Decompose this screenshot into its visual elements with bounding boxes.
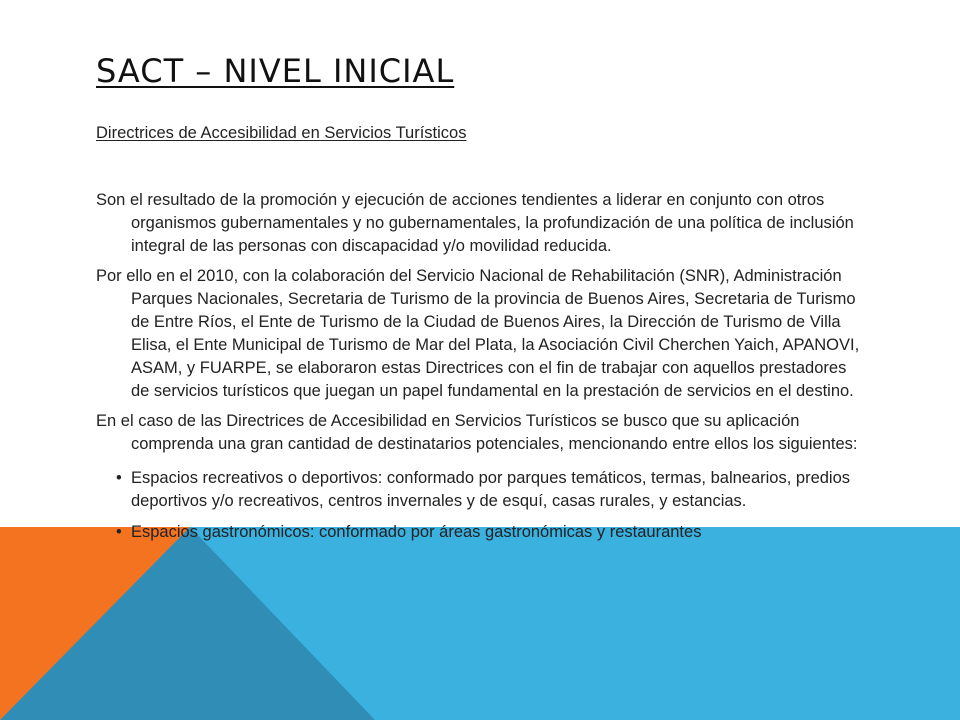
list-item <box>96 521 866 544</box>
bullet-dot-icon: • <box>116 469 122 487</box>
paragraph-intro: Son el resultado de la promoción y ejecución de acciones tendientes a liderar en conjunto con otros organismos gubernamentales y no gubernamentales, la profundización de una política de inclusión integral de las personas con discapacidad y/o movilidad reducida. <box>96 191 854 255</box>
list-item <box>96 467 866 513</box>
bullet-dot-icon: • <box>116 523 122 541</box>
list-item-text: Espacios gastronómicos: conformado por áreas gastronómicas y restaurantes <box>131 523 702 541</box>
slide-title: SACT – NIVEL INICIAL <box>96 52 455 90</box>
bullet-list <box>96 467 866 544</box>
slide-body <box>96 189 866 552</box>
slide-subtitle: Directrices de Accesibilidad en Servicios Turísticos <box>96 124 467 142</box>
paragraph-scope: En el caso de las Directrices de Accesibilidad en Servicios Turísticos se busco que su aplicación comprenda una gran cantidad de destinatarios potenciales, mencionando entre ellos los siguientes: <box>96 412 858 453</box>
paragraph-collaboration: Por ello en el 2010, con la colaboración del Servicio Nacional de Rehabilitación (SNR), Administración Parques Nacionales, Secretaria de Turismo de la provincia de Buenos Aires, Secretaria de Turismo de Entre Ríos, el Ente de Turismo de la Ciudad de Buenos Aires, la Dirección de Turismo de Villa Elisa, el Ente Municipal de Turismo de Mar del Plata, la Asociación Civil Cherchen Yaich, APANOVI, ASAM, y FUARPE, se elaboraron estas Directrices con el fin de trabajar con aquellos prestadores de servicios turísticos que juegan un papel fundamental en la prestación de servicios en el destino. <box>96 267 860 400</box>
list-item-text: Espacios recreativos o deportivos: conformado por parques temáticos, termas, balnearios, predios deportivos y/o recreativos, centros invernales y de esquí, casas rurales, y estancias. <box>131 469 851 510</box>
